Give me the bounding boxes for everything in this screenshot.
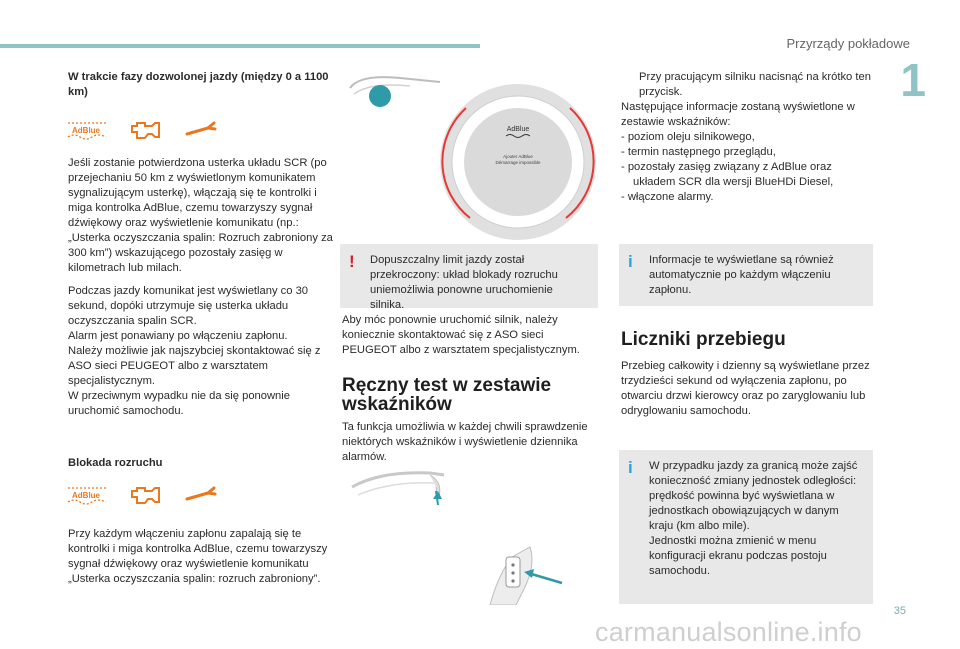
alarm-repeat-line: Alarm jest ponawiany po włączeniu zapłonu. [68, 330, 288, 342]
list-item: - włączone alarmy. [621, 191, 714, 203]
warning-lamps-row-1 [66, 117, 218, 143]
warning-note [340, 244, 598, 311]
page-number: 35 [893, 605, 906, 617]
display-message-line-2: Démarrage impossible [495, 160, 541, 165]
warning-note-text: Dopuszczalny limit jazdy został przekroczony: układ blokady rozruchu uniemożliwia ponowne uruchomienie silnika. [370, 254, 558, 311]
step-instruction-text: Przy pracującym silniku nacisnąć na krótko ten przycisk. [639, 71, 871, 98]
engine-fault-icon [128, 483, 164, 507]
step-instruction [621, 70, 871, 100]
list-item: - poziom oleju silnikowego, [621, 131, 755, 143]
manual-test-heading: Ręczny test w zestawie wskaźników [342, 375, 552, 415]
info-note-1 [619, 244, 873, 306]
display-message-line-1: Ajouter AdBlue [503, 154, 533, 159]
list-item: - termin następnego przeglądu, [621, 146, 776, 158]
section-title: Przyrządy pokładowe [786, 36, 910, 51]
start-block-heading: Blokada rozruchu [68, 457, 163, 469]
adblue-icon: AdBlue [66, 119, 108, 141]
test-button-illustration [340, 465, 600, 605]
message-interval-paragraph: Podczas jazdy komunikat jest wyświetlany co 30 sekund, dopóki utrzymuje się usterka układu oczyszczania spalin SCR. [68, 285, 309, 327]
engine-fault-icon [128, 118, 164, 142]
col1-text-block [68, 156, 333, 419]
service-spanner-icon [184, 485, 218, 505]
warning-exclamation-icon: ! [349, 252, 355, 271]
info-note-2-text: W przypadku jazdy za granicą może zajść konieczność zmiany jednostek odległości: prędkość powinna być wyświetlana w jednostkach obowiązujących w danym kraju (km albo mile). [649, 460, 858, 532]
odometers-paragraph: Przebieg całkowity i dzienny są wyświetlane przez trzydzieści sekund od wyłączenia zapłonu, po otwarciu drzwi kierowcy oraz po zaryglowaniu lub odryglowaniu samochodu. [621, 360, 870, 417]
watermark: carmanualsonline.info [595, 617, 862, 647]
restart-contact-paragraph: Aby móc ponownie uruchomić silnik, należy koniecznie skontaktować się z ASO sieci PEUGEOT albo z warsztatem specjalistycznym. [342, 314, 580, 356]
display-adblue-label: AdBlue [506, 126, 530, 133]
col3-text-block [621, 70, 871, 205]
tolerated-driving-heading: W trakcie fazy dozwolonej jazdy (między 0 a 1100 km) [68, 71, 329, 98]
adblue-icon: AdBlue [66, 484, 108, 506]
service-spanner-icon [184, 120, 218, 140]
instrument-display-illustration [340, 68, 600, 240]
ignition-message-paragraph: Przy każdym włączeniu zapłonu zapalają się te kontrolki i miga kontrolka AdBlue, czemu towarzyszy sygnał dźwiękowy oraz wyświetlenie komunikatu „Usterka oczyszczania spalin: rozruch zabroniony”. [68, 528, 328, 585]
info-note-2 [619, 450, 873, 604]
info-note-2-text-b: Jednostki można zmienić w menu konfiguracji ekranu podczas postoju samochodu. [649, 535, 827, 577]
info-icon: i [628, 252, 633, 271]
display-info-intro: Następujące informacje zostaną wyświetlone w zestawie wskaźników: [621, 101, 855, 128]
header-rule [0, 44, 480, 48]
no-restart-line: W przeciwnym wypadku nie da się ponownie uruchomić samochodu. [68, 390, 290, 417]
info-icon: i [628, 458, 633, 477]
odometers-heading: Liczniki przebiegu [621, 329, 786, 350]
manual-test-paragraph: Ta funkcja umożliwia w każdej chwili sprawdzenie niektórych wskaźników i wyświetlenie dziennika alarmów. [342, 421, 588, 463]
list-item: - pozostały zasięg związany z AdBlue oraz układem SCR dla wersji BlueHDi Diesel, [621, 161, 834, 188]
contact-dealer-line: Należy możliwie jak najszybciej skontaktować się z ASO sieci PEUGEOT albo z warsztatem specjalistycznym. [68, 345, 321, 387]
chapter-number: 1 [900, 54, 926, 106]
info-note-1-text: Informacje te wyświetlane są również automatycznie po każdym włączeniu zapłonu. [649, 254, 834, 296]
scr-fault-paragraph: Jeśli zostanie potwierdzona usterka układu SCR (po przejechaniu 50 km z wyświetlonym komunikatem sygnalizującym usterkę), włączają się te kontrolki i miga kontrolka AdBlue, czemu towarzyszy sygnał dźwiękowy oraz wyświetlenie komunikatu (np.: „Usterka oczyszczania spalin: Rozruch zabroniony za 300 km”) wskazującego pozostały zasięg w kilometrach lub milach. [68, 157, 333, 274]
warning-lamps-row-2 [66, 482, 218, 508]
